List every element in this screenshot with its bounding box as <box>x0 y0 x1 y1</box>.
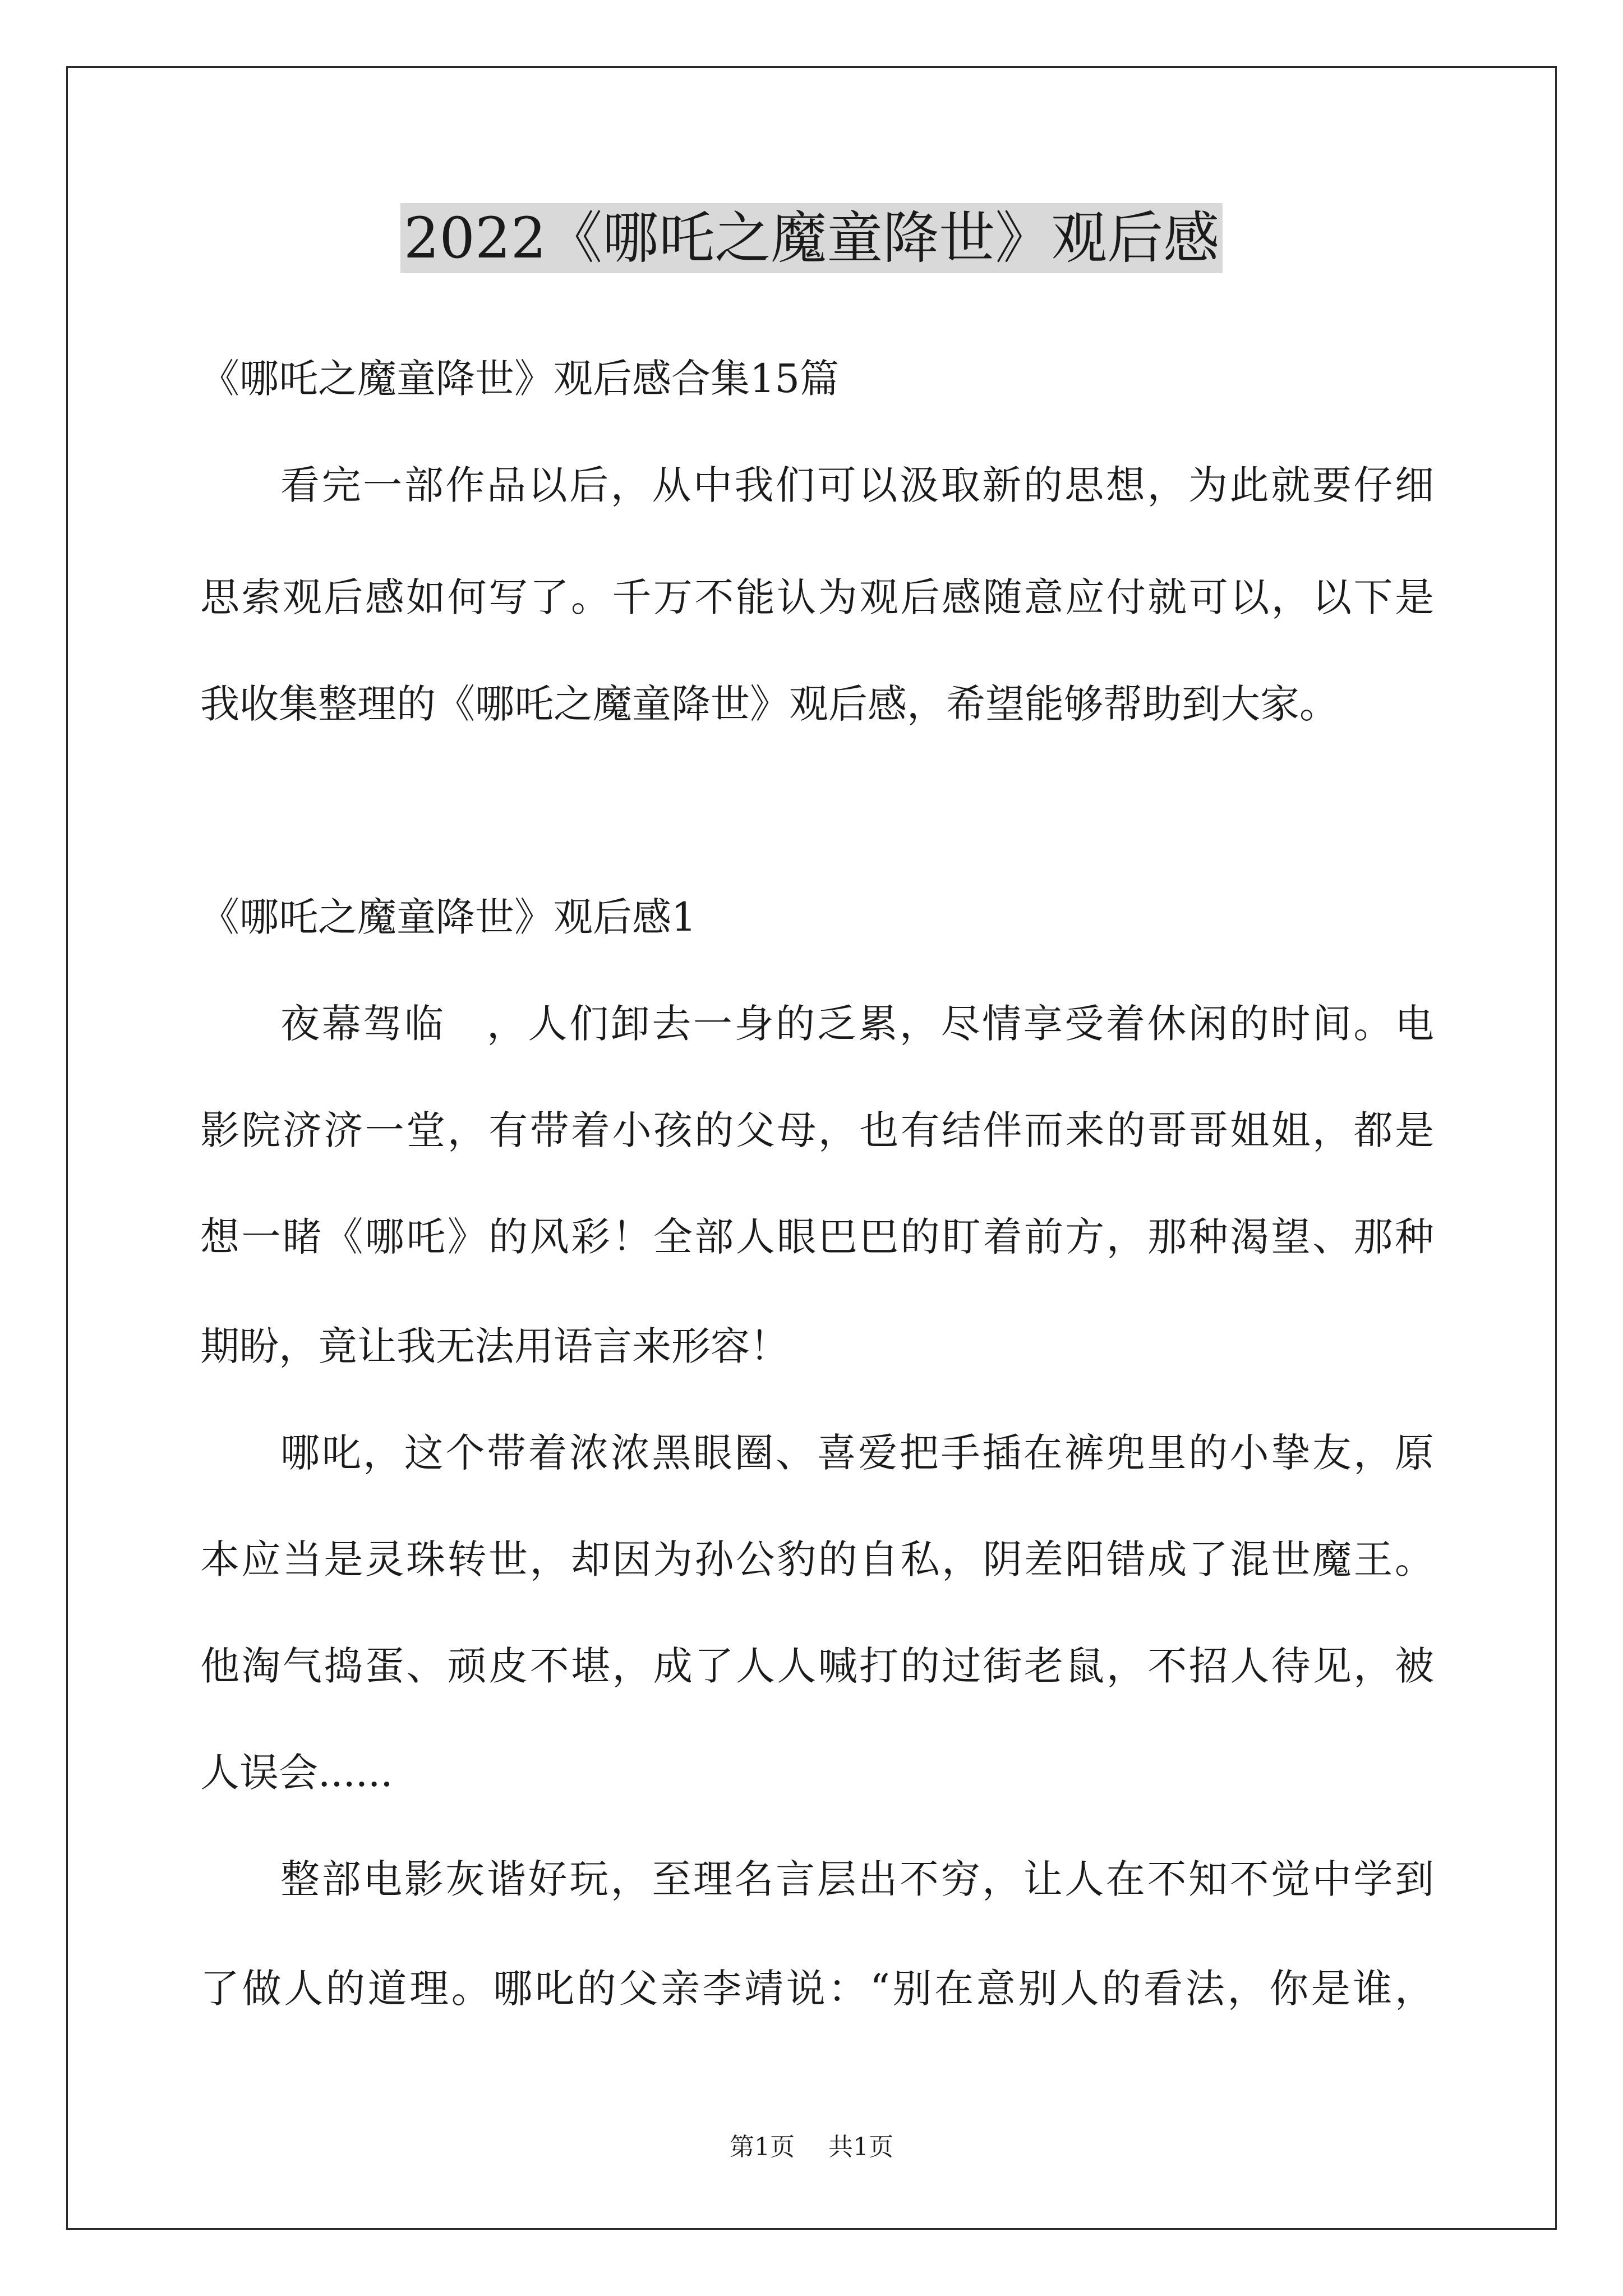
page-total: 共1页 <box>828 2133 893 2161</box>
paragraph-line: 了做人的道理。哪叱的父亲李靖说：“别在意别人的看法，你是谁， <box>200 1966 1434 2012</box>
paragraph-line: 他淘气捣蛋、顽皮不堪，成了人人喊打的过街老鼠，不招人待见，被 <box>200 1643 1434 1689</box>
paragraph-line: 期盼，竟让我无法用语言来形容！ <box>200 1323 789 1369</box>
paragraph-line: 夜幕驾临 ，人们卸去一身的乏累，尽情享受着休闲的时间。电 <box>280 1001 1434 1047</box>
subtitle: 《哪吒之魔童降世》观后感合集15篇 <box>200 356 840 402</box>
section-heading: 《哪吒之魔童降世》观后感1 <box>200 894 697 940</box>
document-title <box>0 202 1623 275</box>
intro-line: 思索观后感如何写了。千万不能认为观后感随意应付就可以，以下是 <box>200 574 1434 620</box>
paragraph-line: 想一睹《哪吒》的风彩！全部人眼巴巴的盯着前方，那种渴望、那种 <box>200 1214 1434 1260</box>
page-footer <box>0 2132 1623 2163</box>
paragraph-line: 本应当是灵珠转世，却因为孙公豹的自私，阴差阳错成了混世魔王。 <box>200 1536 1434 1582</box>
page-number: 第1页 <box>730 2133 795 2161</box>
paragraph-line: 人误会...... <box>200 1750 393 1796</box>
paragraph-line: 哪叱，这个带着浓浓黑眼圈、喜爱把手插在裤兜里的小挚友，原 <box>280 1430 1434 1476</box>
intro-line: 看完一部作品以后，从中我们可以汲取新的思想，为此就要仔细 <box>280 462 1434 508</box>
title-text: 2022《哪吒之魔童降世》观后感 <box>400 203 1223 273</box>
paragraph-line: 整部电影灰谐好玩，至理名言层出不穷，让人在不知不觉中学到 <box>280 1856 1434 1902</box>
paragraph-line: 影院济济一堂，有带着小孩的父母，也有结伴而来的哥哥姐姐，都是 <box>200 1107 1434 1153</box>
intro-line: 我收集整理的《哪吒之魔童降世》观后感，希望能够帮助到大家。 <box>200 681 1339 727</box>
